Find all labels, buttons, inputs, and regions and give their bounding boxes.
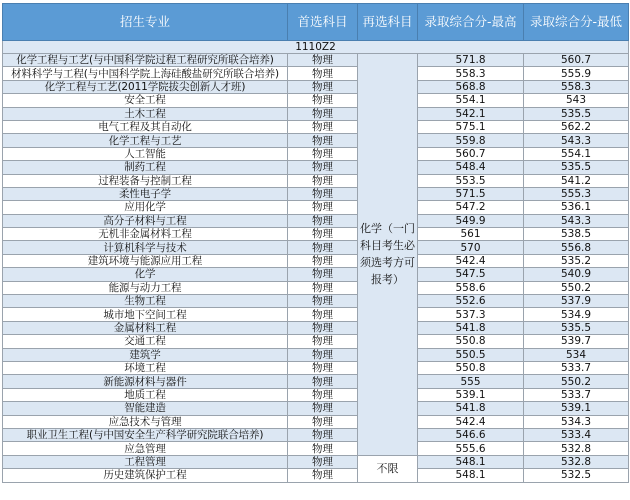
first-subject-cell: 物理 [288,308,358,321]
header-score-max: 录取综合分-最高 [418,4,524,41]
major-cell: 应急技术与管理 [3,415,288,428]
first-subject-cell: 物理 [288,375,358,388]
table-row [3,268,629,281]
score-max-cell: 570 [418,241,524,254]
score-min-cell: 537.9 [524,295,629,308]
first-subject-cell: 物理 [288,469,358,482]
table-row [3,228,629,241]
score-max-cell: 542.1 [418,107,524,120]
score-max-cell: 542.4 [418,415,524,428]
score-min-cell: 535.5 [524,321,629,334]
score-min-cell: 534.3 [524,415,629,428]
table-row [3,80,629,93]
major-cell: 制药工程 [3,161,288,174]
first-subject-cell: 物理 [288,321,358,334]
first-subject-cell: 物理 [288,241,358,254]
major-cell: 交通工程 [3,335,288,348]
table-row [3,107,629,120]
table-row [3,201,629,214]
table-row [3,120,629,133]
table-row [3,174,629,187]
score-min-cell: 533.4 [524,428,629,441]
table-row [3,388,629,401]
score-max-cell: 550.5 [418,348,524,361]
major-cell: 材料科学与工程(与中国科学院上海硅酸盐研究所联合培养) [3,67,288,80]
score-min-cell: 535.5 [524,161,629,174]
score-min-cell: 543.3 [524,214,629,227]
first-subject-cell: 物理 [288,415,358,428]
first-subject-cell: 物理 [288,174,358,187]
score-max-cell: 571.8 [418,54,524,67]
major-cell: 金属材料工程 [3,321,288,334]
first-subject-cell: 物理 [288,80,358,93]
score-min-cell: 533.7 [524,361,629,374]
score-min-cell: 532.5 [524,469,629,482]
first-subject-cell: 物理 [288,187,358,200]
major-cell: 过程装备与控制工程 [3,174,288,187]
score-min-cell: 532.8 [524,442,629,455]
score-max-cell: 559.8 [418,134,524,147]
header-row [3,4,629,41]
first-subject-cell: 物理 [288,361,358,374]
first-subject-cell: 物理 [288,67,358,80]
score-min-cell: 536.1 [524,201,629,214]
score-min-cell: 541.2 [524,174,629,187]
score-min-cell: 555.3 [524,187,629,200]
first-subject-cell: 物理 [288,214,358,227]
score-max-cell: 552.6 [418,295,524,308]
major-cell: 化学工程与工艺(2011学院拔尖创新人才班) [3,80,288,93]
major-cell: 建筑环境与能源应用工程 [3,254,288,267]
major-cell: 生物工程 [3,295,288,308]
score-min-cell: 538.5 [524,228,629,241]
score-max-cell: 547.5 [418,268,524,281]
score-min-cell: 543 [524,94,629,107]
header-major: 招生专业 [3,4,288,41]
score-max-cell: 548.4 [418,161,524,174]
score-max-cell: 575.1 [418,120,524,133]
major-cell: 城市地下空间工程 [3,308,288,321]
table-row [3,241,629,254]
major-cell: 智能建造 [3,402,288,415]
score-min-cell: 534.9 [524,308,629,321]
table-row [3,254,629,267]
score-min-cell: 539.1 [524,402,629,415]
table-row [3,295,629,308]
table-row [3,134,629,147]
score-max-cell: 553.5 [418,174,524,187]
score-max-cell: 555 [418,375,524,388]
major-cell: 应急管理 [3,442,288,455]
score-min-cell: 539.7 [524,335,629,348]
table-row [3,54,629,67]
table-row [3,67,629,80]
table-row [3,308,629,321]
table-row [3,375,629,388]
score-max-cell: 542.4 [418,254,524,267]
score-max-cell: 546.6 [418,428,524,441]
table-row [3,214,629,227]
table-row [3,348,629,361]
score-min-cell: 533.7 [524,388,629,401]
table-row [3,361,629,374]
first-subject-cell: 物理 [288,254,358,267]
score-min-cell: 554.1 [524,147,629,160]
table-row [3,402,629,415]
major-cell: 新能源材料与器件 [3,375,288,388]
major-cell: 应用化学 [3,201,288,214]
score-min-cell: 558.3 [524,80,629,93]
first-subject-cell: 物理 [288,120,358,133]
major-cell: 安全工程 [3,94,288,107]
first-subject-cell: 物理 [288,428,358,441]
table-row [3,281,629,294]
major-cell: 柔性电子学 [3,187,288,200]
major-cell: 电气工程及其自动化 [3,120,288,133]
table-row [3,94,629,107]
major-cell: 工程管理 [3,455,288,468]
score-max-cell: 550.8 [418,335,524,348]
table-row [3,455,629,468]
score-max-cell: 558.3 [418,67,524,80]
score-max-cell: 539.1 [418,388,524,401]
score-max-cell: 550.8 [418,361,524,374]
first-subject-cell: 物理 [288,442,358,455]
score-min-cell: 560.7 [524,54,629,67]
group-row [3,41,629,54]
first-subject-cell: 物理 [288,388,358,401]
major-cell: 环境工程 [3,361,288,374]
table-row [3,321,629,334]
major-cell: 能源与动力工程 [3,281,288,294]
score-max-cell: 568.8 [418,80,524,93]
first-subject-cell: 物理 [288,147,358,160]
header-second-subject: 再选科目 [358,4,418,41]
first-subject-cell: 物理 [288,94,358,107]
score-min-cell: 562.2 [524,120,629,133]
first-subject-cell: 物理 [288,348,358,361]
score-max-cell: 558.6 [418,281,524,294]
score-max-cell: 537.3 [418,308,524,321]
table-row [3,428,629,441]
table-row [3,187,629,200]
score-max-cell: 554.1 [418,94,524,107]
score-max-cell: 548.1 [418,455,524,468]
score-max-cell: 541.8 [418,321,524,334]
score-max-cell: 548.1 [418,469,524,482]
score-max-cell: 561 [418,228,524,241]
major-cell: 化学 [3,268,288,281]
major-cell: 建筑学 [3,348,288,361]
table-row [3,147,629,160]
first-subject-cell: 物理 [288,54,358,67]
major-cell: 人工智能 [3,147,288,160]
table-row [3,415,629,428]
second-subject-requirement-cell: 化学（一门科目考生必须选考方可报考） [358,54,418,456]
first-subject-cell: 物理 [288,295,358,308]
second-subject-unrestricted-cell: 不限 [358,455,418,482]
header-first-subject: 首选科目 [288,4,358,41]
major-cell: 无机非金属材料工程 [3,228,288,241]
score-min-cell: 535.2 [524,254,629,267]
major-cell: 土木工程 [3,107,288,120]
first-subject-cell: 物理 [288,201,358,214]
table-row [3,442,629,455]
major-cell: 高分子材料与工程 [3,214,288,227]
first-subject-cell: 物理 [288,268,358,281]
table-row [3,335,629,348]
score-min-cell: 543.3 [524,134,629,147]
score-min-cell: 540.9 [524,268,629,281]
score-min-cell: 535.5 [524,107,629,120]
score-max-cell: 555.6 [418,442,524,455]
major-cell: 计算机科学与技术 [3,241,288,254]
header-score-min: 录取综合分-最低 [524,4,629,41]
score-min-cell: 550.2 [524,375,629,388]
first-subject-cell: 物理 [288,402,358,415]
major-cell: 化学工程与工艺(与中国科学院过程工程研究所联合培养) [3,54,288,67]
major-cell: 地质工程 [3,388,288,401]
admission-scores-table [2,3,629,483]
first-subject-cell: 物理 [288,161,358,174]
score-min-cell: 550.2 [524,281,629,294]
major-cell: 历史建筑保护工程 [3,469,288,482]
score-max-cell: 560.7 [418,147,524,160]
first-subject-cell: 物理 [288,134,358,147]
first-subject-cell: 物理 [288,228,358,241]
score-max-cell: 541.8 [418,402,524,415]
first-subject-cell: 物理 [288,335,358,348]
table-row [3,161,629,174]
score-max-cell: 549.9 [418,214,524,227]
score-min-cell: 532.8 [524,455,629,468]
score-min-cell: 556.8 [524,241,629,254]
score-max-cell: 547.2 [418,201,524,214]
score-max-cell: 571.5 [418,187,524,200]
first-subject-cell: 物理 [288,107,358,120]
table-row [3,469,629,482]
first-subject-cell: 物理 [288,281,358,294]
score-min-cell: 555.9 [524,67,629,80]
first-subject-cell: 物理 [288,455,358,468]
group-label: 1110Z2 [3,41,629,54]
major-cell: 职业卫生工程(与中国安全生产科学研究院联合培养) [3,428,288,441]
score-min-cell: 534 [524,348,629,361]
major-cell: 化学工程与工艺 [3,134,288,147]
